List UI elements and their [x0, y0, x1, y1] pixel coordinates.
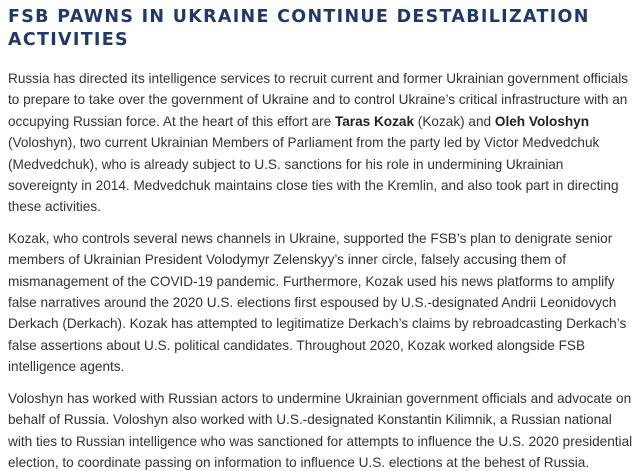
- name-oleh-voloshyn: Oleh Voloshyn: [494, 113, 590, 129]
- article-paragraph-3: Voloshyn has worked with Russian actors to undermine Ukrainian government officials and advocate on behalf of Russia. Voloshyn also worked with U.S.-designated Konstantin Kilimnik, a Russian national with ties to Russian intelligence who was sanctioned for attempts to influence the U.S. 2020 presidential election, to coordinate passing on information to influence U.S. elections at the behest of Russia.: [8, 390, 633, 470]
- paragraph-1-text-c: (Voloshyn), two current Ukrainian Members of Parliament from the party led by Victor Medvedchuk (Medvedchuk), who is already subject to U.S. sanctions for his role in undermining Ukrainian sovereignty in 2014. Medvedchuk maintains close ties with the Kremlin, and also took part in directing these activities.: [8, 135, 619, 215]
- article-headline: FSB PAWNS IN UKRAINE CONTINUE DESTABILIZATION ACTIVITIES: [8, 7, 590, 50]
- paragraph-1-text-a: Russia has directed its intelligence services to recruit current and former Ukrainian government officials to prepare to take over the government of Ukraine and to control Ukraine’s critical infrastructure with an occupying Russian force. At the heart of this effort are: [8, 71, 629, 129]
- article-paragraph-1: [8, 68, 633, 218]
- paragraph-1-text-b: (Kozak) and: [414, 113, 495, 129]
- name-taras-kozak: Taras Kozak: [334, 113, 415, 129]
- article-paragraph-2: Kozak, who controls several news channels in Ukraine, supported the FSB’s plan to denigrate senior members of Ukrainian President Volodymyr Zelenskyy’s inner circle, falsely accusing them of mismanagement of the COVID-19 pandemic. Furthermore, Kozak used his news platforms to amplify false narratives around the 2020 U.S. elections first espoused by U.S.-designated Andrii Leonidovych Derkach (Derkach). Kozak has attempted to legitimatize Derkach’s claims by rebroadcasting Derkach’s false assertions about U.S. political candidates. Throughout 2020, Kozak worked alongside FSB intelligence agents.: [8, 230, 627, 375]
